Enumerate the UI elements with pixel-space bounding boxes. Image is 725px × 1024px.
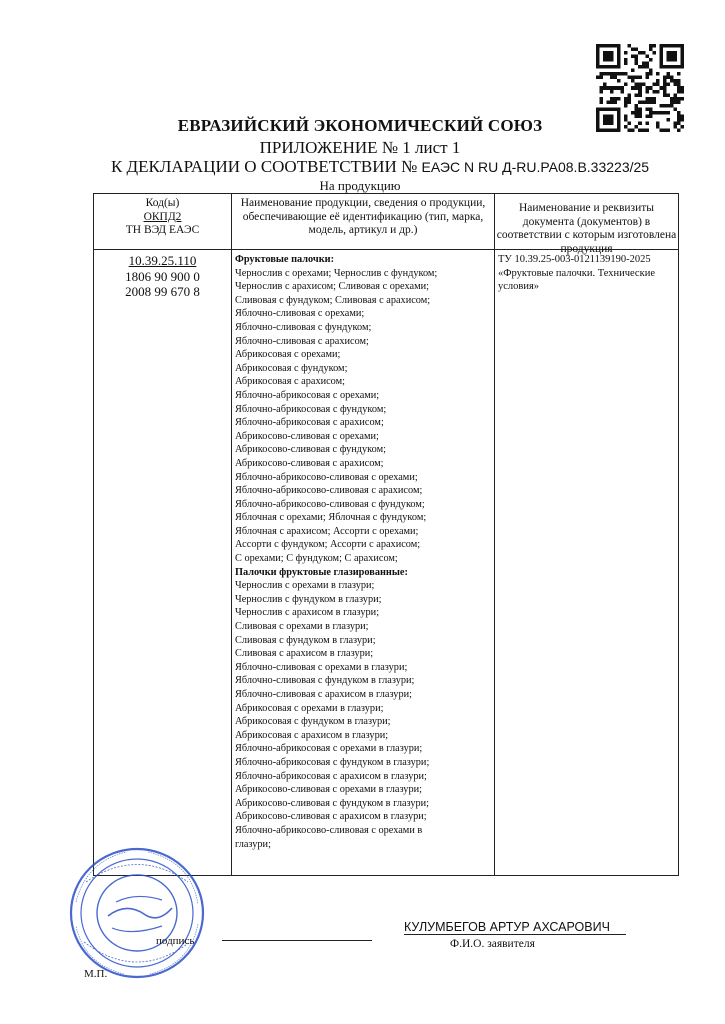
product-line: Яблочно-абрикосово-сливовая с орехами;	[235, 471, 418, 483]
codes-cell	[94, 253, 231, 300]
product-line: Чернослив с арахисом; Сливовая с орехами;	[235, 281, 429, 293]
product-group-heading: Фруктовые палочки:	[235, 254, 335, 265]
product-line: Абрикосово-сливовая с арахисом в глазури;	[235, 811, 427, 823]
product-line: Яблочно-сливовая с фундуком в глазури;	[235, 675, 415, 687]
product-line: Абрикосовая с арахисом;	[235, 376, 346, 388]
product-line: Абрикосовая с орехами;	[235, 349, 341, 361]
name-column-header: Наименование продукции, сведения о продукции, обеспечивающие её идентификацию (тип, марка, модель, артикул и др.)	[240, 197, 486, 236]
product-line: Чернослив с фундуком в глазури;	[235, 593, 382, 605]
declaration-title	[60, 157, 700, 177]
product-line: Яблочно-сливовая с арахисом;	[235, 335, 369, 347]
document-reference: ТУ 10.39.25-003-0121139190-2025 «Фруктовые палочки. Технические условия»	[498, 254, 655, 292]
signature-caption: подпись	[156, 935, 195, 947]
tnved-code: 2008 99 670 8	[125, 284, 200, 299]
union-title: ЕВРАЗИЙСКИЙ ЭКОНОМИЧЕСКИЙ СОЮЗ	[177, 116, 543, 135]
applicant-name: КУЛУМБЕГОВ АРТУР АХСАРОВИЧ	[404, 920, 626, 935]
company-stamp	[66, 842, 208, 984]
product-line: Абрикосово-сливовая с орехами в глазури;	[235, 784, 422, 796]
product-line: Абрикосовая с орехами в глазури;	[235, 702, 384, 714]
product-line: Ассорти с фундуком; Ассорти с арахисом;	[235, 539, 421, 551]
signature-line	[222, 940, 372, 941]
product-line: Абрикосовая с фундуком;	[235, 362, 348, 374]
document-column-header: Наименование и реквизиты документа (документов) в соответствии с которым изготовлена продукция	[496, 202, 677, 255]
product-line: Яблочно-абрикосовая с орехами в глазури;	[235, 743, 423, 755]
product-line: Абрикосово-сливовая с фундуком;	[235, 444, 386, 456]
product-line: Яблочно-сливовая с арахисом в глазури;	[235, 689, 412, 700]
product-line: Яблочно-абрикосово-сливовая с фундуком;	[235, 498, 425, 510]
stamp-place-label: М.П.	[84, 968, 108, 980]
tnved-code: 1806 90 900 0	[125, 268, 200, 284]
qr-code	[596, 44, 684, 132]
product-line: Яблочная с орехами; Яблочная с фундуком;	[235, 512, 427, 524]
product-line: Чернослив с арахисом в глазури;	[235, 607, 380, 619]
product-line: Яблочно-абрикосовая с фундуком в глазури;	[235, 756, 430, 768]
products-cell	[232, 253, 495, 851]
declaration-prefix: К ДЕКЛАРАЦИИ О СООТВЕТСТВИИ №	[110, 157, 418, 176]
products-table	[93, 193, 679, 876]
product-line: С орехами; С фундуком; С арахисом;	[235, 553, 398, 565]
product-group-heading: Палочки фруктовые глазированные:	[235, 566, 408, 578]
product-line: Чернослив с орехами; Чернослив с фундуком;	[235, 267, 438, 279]
declaration-number: ЕАЭС N RU Д-RU.PA08.B.33223/25	[421, 159, 650, 175]
product-line: Яблочно-абрикосово-сливовая с орехами в	[235, 824, 423, 836]
product-line: Абрикосово-сливовая с орехами;	[235, 430, 379, 442]
product-line: Яблочно-абрикосовая с фундуком;	[235, 403, 387, 415]
product-line: Сливовая с арахисом в глазури;	[235, 648, 374, 660]
okpd2-code: 10.39.25.110	[128, 253, 197, 268]
product-line: Абрикосовая с фундуком в глазури;	[235, 716, 391, 728]
product-line: Сливовая с фундуком в глазури;	[235, 634, 376, 646]
product-line: Яблочно-сливовая с орехами в глазури;	[235, 661, 408, 673]
product-line: Чернослив с орехами в глазури;	[235, 580, 375, 592]
product-line: Яблочно-абрикосовая с арахисом в глазури;	[235, 770, 427, 782]
product-line: Абрикосово-сливовая с фундуком в глазури;	[235, 797, 430, 809]
product-line: Яблочная с арахисом; Ассорти с орехами;	[235, 525, 419, 537]
codes-header-line: ОКПД2	[143, 210, 182, 223]
appendix-title: ПРИЛОЖЕНИЕ № 1 лист 1	[259, 138, 461, 157]
product-line: Абрикосовая с арахисом в глазури;	[235, 729, 389, 741]
product-line: Яблочно-абрикосовая с арахисом;	[235, 417, 384, 429]
product-line: Яблочно-сливовая с орехами;	[235, 308, 365, 320]
applicant-caption: Ф.И.О. заявителя	[450, 938, 535, 950]
product-line: глазури;	[235, 838, 271, 850]
product-line: Яблочно-абрикосово-сливовая с арахисом;	[235, 485, 423, 497]
product-line: Сливовая с орехами в глазури;	[235, 621, 369, 633]
product-line: Абрикосово-сливовая с арахисом;	[235, 457, 384, 469]
codes-column-header	[94, 197, 231, 238]
product-line: Сливовая с фундуком; Сливовая с арахисом;	[235, 294, 431, 306]
product-line: Яблочно-абрикосовая с орехами;	[235, 389, 380, 401]
codes-header-line: Код(ы)	[145, 197, 180, 209]
on-products-label: На продукцию	[319, 178, 401, 193]
codes-header-line: ТН ВЭД ЕАЭС	[125, 224, 200, 236]
product-line: Яблочно-сливовая с фундуком;	[235, 321, 372, 333]
